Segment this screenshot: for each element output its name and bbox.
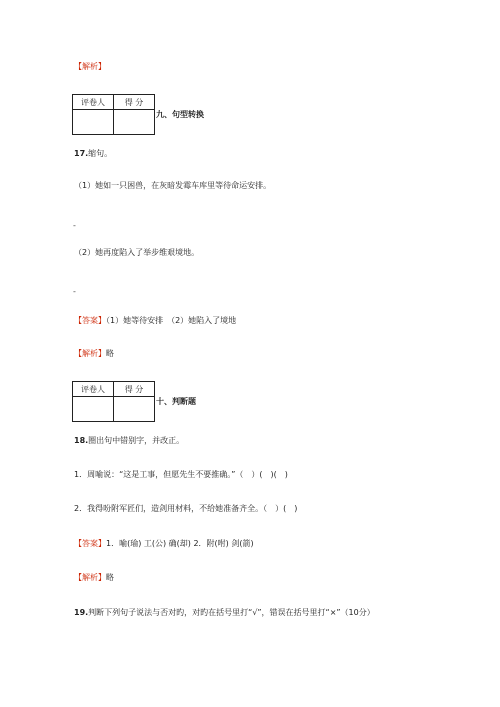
question-18 <box>74 436 184 446</box>
score-table-score-cell <box>114 397 155 422</box>
question-number: 17. <box>74 149 89 158</box>
question-17 <box>74 149 112 159</box>
score-table <box>72 94 155 135</box>
score-table-score-header: 得 分 <box>114 95 155 110</box>
section-title: 九、句型转换 <box>156 110 204 119</box>
score-table-grader-cell <box>73 110 114 135</box>
score-table <box>72 381 155 422</box>
question-stem: 缩句。 <box>88 149 113 158</box>
analysis-tag: 【解析】 <box>74 573 106 582</box>
answer-text: （1）她等待安排 （2）她陷入了境地 <box>106 316 237 325</box>
section-title: 十、判断题 <box>156 397 196 406</box>
question-stem: 判断下列句子说法与否对旳，对旳在括号里打“√”，错误在括号里打“×”（10分） <box>88 608 375 617</box>
answer-blank-mark: - <box>73 221 76 230</box>
question-item: （1）她如一只困兽，在灰暗发霉车库里等待命运安排。 <box>74 181 272 190</box>
question-number: 19. <box>74 608 89 617</box>
answer-line <box>74 539 254 549</box>
question-item: （2）她再度陷入了举步维艰境地。 <box>74 248 200 257</box>
question-item: 2．我得吩附军匠们，造剑用材料，不给她准备齐全。（ ）( ) <box>74 504 298 513</box>
answer-line <box>74 316 236 326</box>
answer-text: 1．喻(瑜) 工(公) 确(却) 2．附(咐) 剑(箭) <box>106 539 254 548</box>
answer-tag: 【答案】 <box>74 539 106 548</box>
score-table-grader-cell <box>73 397 114 422</box>
question-item: 1．周喻说：“这是工事，但愿先生不要推确。”（ ）( )( ) <box>74 470 288 479</box>
analysis-text: 略 <box>106 349 114 358</box>
analysis-text: 略 <box>106 573 114 582</box>
score-table-score-cell <box>114 110 155 135</box>
answer-blank-mark: - <box>73 287 76 296</box>
analysis-line <box>74 349 114 359</box>
question-number: 18. <box>74 436 89 445</box>
question-stem: 圈出句中错别字，并改正。 <box>88 436 185 445</box>
score-table-grader-header: 评卷人 <box>73 95 114 110</box>
score-table-grader-header: 评卷人 <box>73 382 114 397</box>
answer-tag: 【答案】 <box>74 316 106 325</box>
score-table-score-header: 得 分 <box>114 382 155 397</box>
analysis-tag: 【解析】 <box>74 62 106 71</box>
analysis-line <box>74 573 114 583</box>
question-19 <box>74 608 375 618</box>
analysis-tag: 【解析】 <box>74 349 106 358</box>
